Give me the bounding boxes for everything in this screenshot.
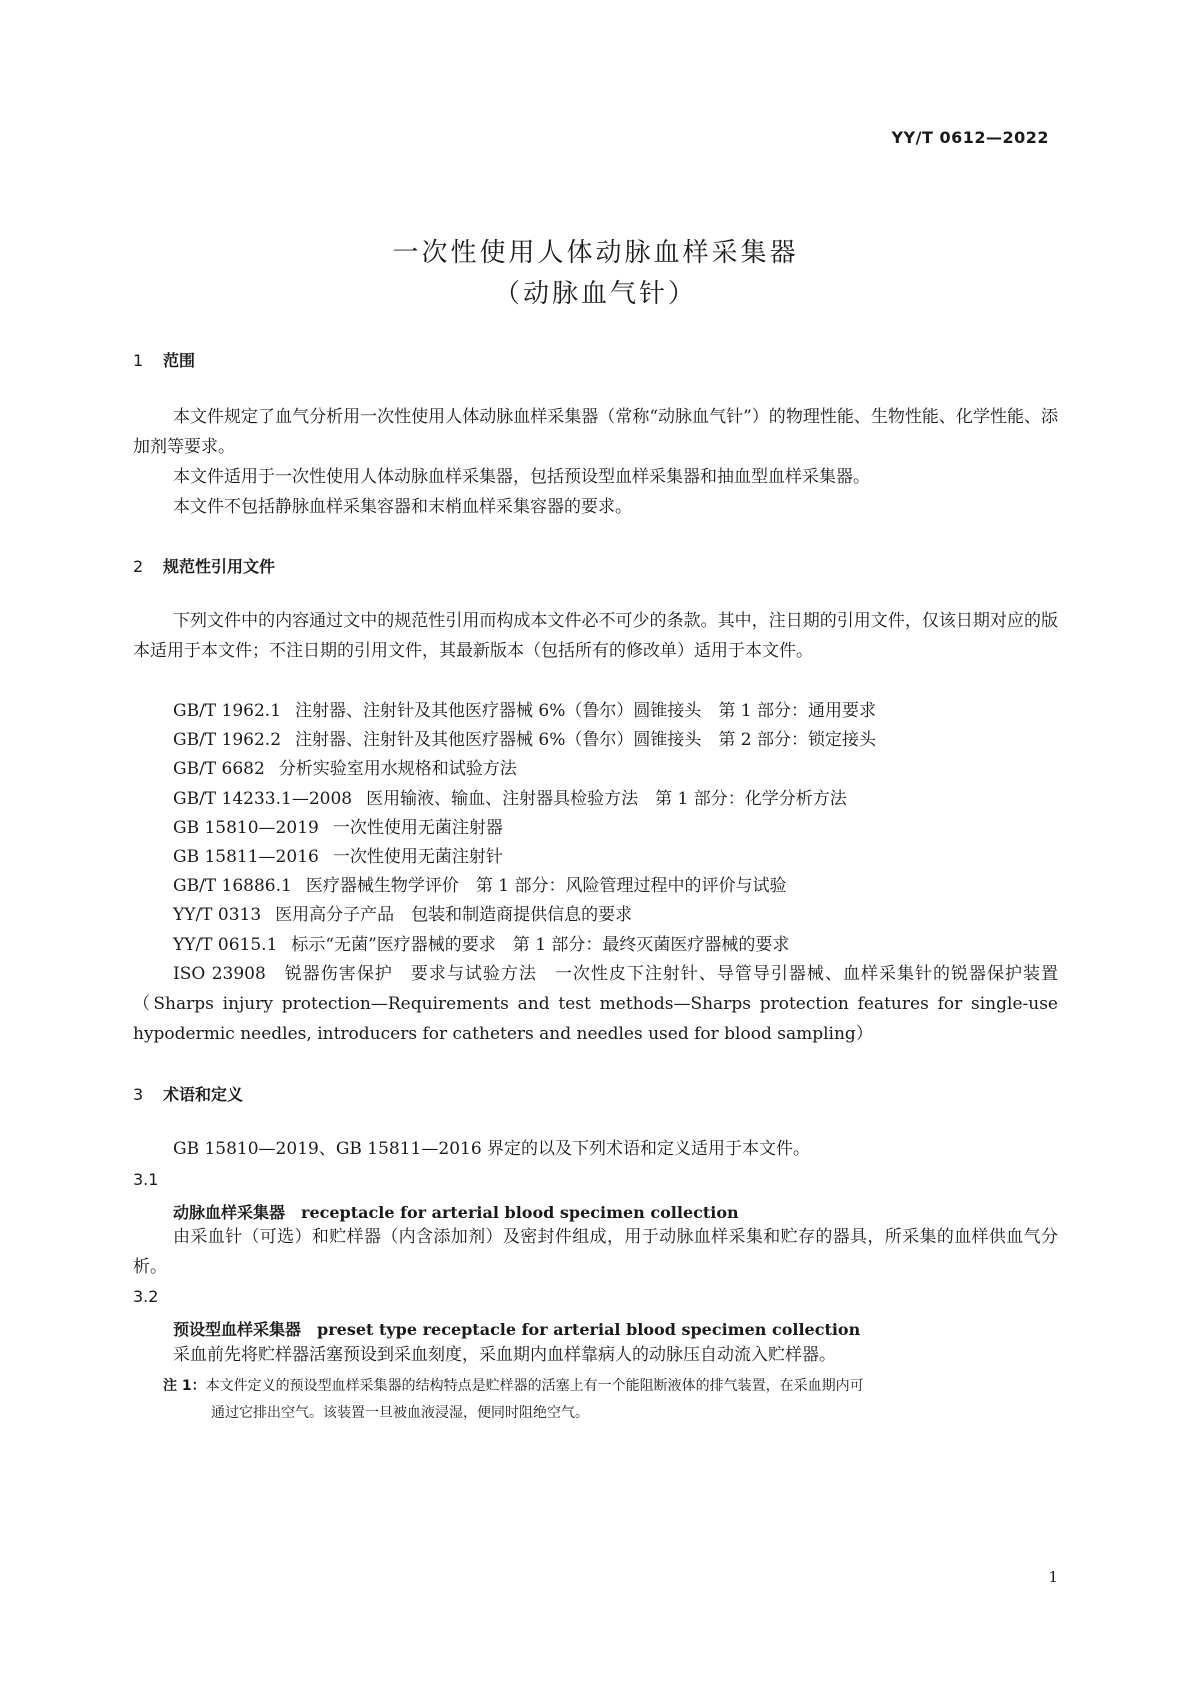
- section-number: 3: [133, 1085, 144, 1104]
- document-title: 一次性使用人体动脉血样采集器: [392, 238, 799, 268]
- section-title: 规范性引用文件: [163, 557, 276, 576]
- term-heading: [173, 1317, 860, 1340]
- terms-intro: GB 15810—2019、GB 15811—2016 界定的以及下列术语和定义适用于本文件。: [173, 1139, 811, 1159]
- reference-title: 分析实验室用水规格和试验方法: [278, 759, 517, 779]
- document-subtitle: （动脉血气针）: [493, 279, 697, 309]
- reference-code: GB/T 1962.1: [173, 701, 282, 721]
- note-text-line-2: 通过它排出空气。该装置一旦被血液浸湿，便同时阻绝空气。: [211, 1405, 589, 1421]
- reference-code: YY/T 0615.1: [173, 935, 278, 955]
- reference-item: [173, 842, 503, 872]
- reference-title: 医用高分子产品 包装和制造商提供信息的要求: [275, 905, 633, 925]
- section-1-heading: [133, 348, 195, 371]
- reference-item: [173, 813, 503, 843]
- reference-code: GB 15811—2016: [173, 847, 319, 867]
- section-2-heading: [133, 554, 275, 577]
- reference-item: [173, 900, 632, 930]
- reference-item: [173, 754, 517, 784]
- reference-item: [173, 784, 847, 814]
- note-label: 注 1：: [163, 1378, 206, 1394]
- reference-code: YY/T 0313: [173, 905, 262, 925]
- reference-code: GB/T 16886.1: [173, 876, 292, 896]
- reference-item: [173, 930, 789, 960]
- term-definition: 采血前先将贮样器活塞预设到采血刻度，采血期内血样靠病人的动脉压自动流入贮样器。: [173, 1345, 836, 1365]
- term-note: [163, 1373, 1058, 1427]
- clause-number: 3.1: [133, 1170, 159, 1189]
- reference-code: GB/T 6682: [173, 759, 265, 779]
- reference-title: 医疗器械生物学评价 第 1 部分：风险管理过程中的评价与试验: [305, 876, 787, 896]
- references-intro: 下列文件中的内容通过文中的规范性引用而构成本文件必不可少的条款。其中，注日期的引用文件，仅该日期对应的版本适用于本文件；不注日期的引用文件，其最新版本（包括所有的修改单）适用于本文件。: [133, 611, 1058, 661]
- reference-title: 一次性使用无菌注射器: [332, 818, 503, 838]
- reference-iso-23908: ISO 23908 锐器伤害保护 要求与试验方法 一次性皮下注射针、导管导引器械、血样采集针的锐器保护装置（Sharps injury protection—Requirements and test methods—Sharps protection features for single-use hypodermic needles, introducers for catheters and needles used for blood sampling）: [133, 964, 1058, 1044]
- section-title: 范围: [163, 351, 196, 370]
- clause-number: 3.2: [133, 1287, 159, 1306]
- section-3-heading: [133, 1082, 243, 1105]
- term-en: receptacle for arterial blood specimen collection: [301, 1203, 739, 1222]
- page-number: 1: [1048, 1568, 1058, 1586]
- section-title: 术语和定义: [163, 1085, 244, 1104]
- scope-paragraph-3: 本文件不包括静脉血样采集容器和末梢血样采集容器的要求。: [173, 497, 632, 517]
- reference-title: 医用输液、输血、注射器具检验方法 第 1 部分：化学分析方法: [366, 789, 847, 809]
- term-en: preset type receptacle for arterial blood specimen collection: [317, 1320, 861, 1339]
- section-number: 1: [133, 351, 144, 370]
- term-zh: 预设型血样采集器: [173, 1320, 302, 1339]
- scope-paragraph-1: 本文件规定了血气分析用一次性使用人体动脉血样采集器（常称“动脉血气针”）的物理性能、生物性能、化学性能、添加剂等要求。: [133, 407, 1058, 457]
- reference-title: 注射器、注射针及其他医疗器械 6%（鲁尔）圆锥接头 第 1 部分：通用要求: [295, 701, 877, 721]
- reference-item: [173, 696, 876, 726]
- reference-title: 标示“无菌”医疗器械的要求 第 1 部分：最终灭菌医疗器械的要求: [291, 935, 790, 955]
- reference-title: 一次性使用无菌注射针: [332, 847, 503, 867]
- scope-paragraph-2: 本文件适用于一次性使用人体动脉血样采集器，包括预设型血样采集器和抽血型血样采集器。: [173, 467, 870, 487]
- reference-item: [173, 871, 786, 901]
- reference-item: [173, 725, 876, 755]
- reference-code: GB 15810—2019: [173, 818, 319, 838]
- reference-code: GB/T 14233.1—2008: [173, 789, 353, 809]
- term-definition: 由采血针（可选）和贮样器（内含添加剂）及密封件组成，用于动脉血样采集和贮存的器具，所采集的血样供血气分析。: [133, 1227, 1058, 1277]
- reference-code: GB/T 1962.2: [173, 730, 282, 750]
- section-number: 2: [133, 557, 144, 576]
- standard-number: YY/T 0612—2022: [891, 128, 1049, 147]
- note-text-line-1: 本文件定义的预设型血样采集器的结构特点是贮样器的活塞上有一个能阻断液体的排气装置，在采血期内可: [205, 1378, 864, 1394]
- reference-title: 注射器、注射针及其他医疗器械 6%（鲁尔）圆锥接头 第 2 部分：锁定接头: [295, 730, 877, 750]
- term-zh: 动脉血样采集器: [173, 1203, 286, 1222]
- term-heading: [173, 1200, 739, 1223]
